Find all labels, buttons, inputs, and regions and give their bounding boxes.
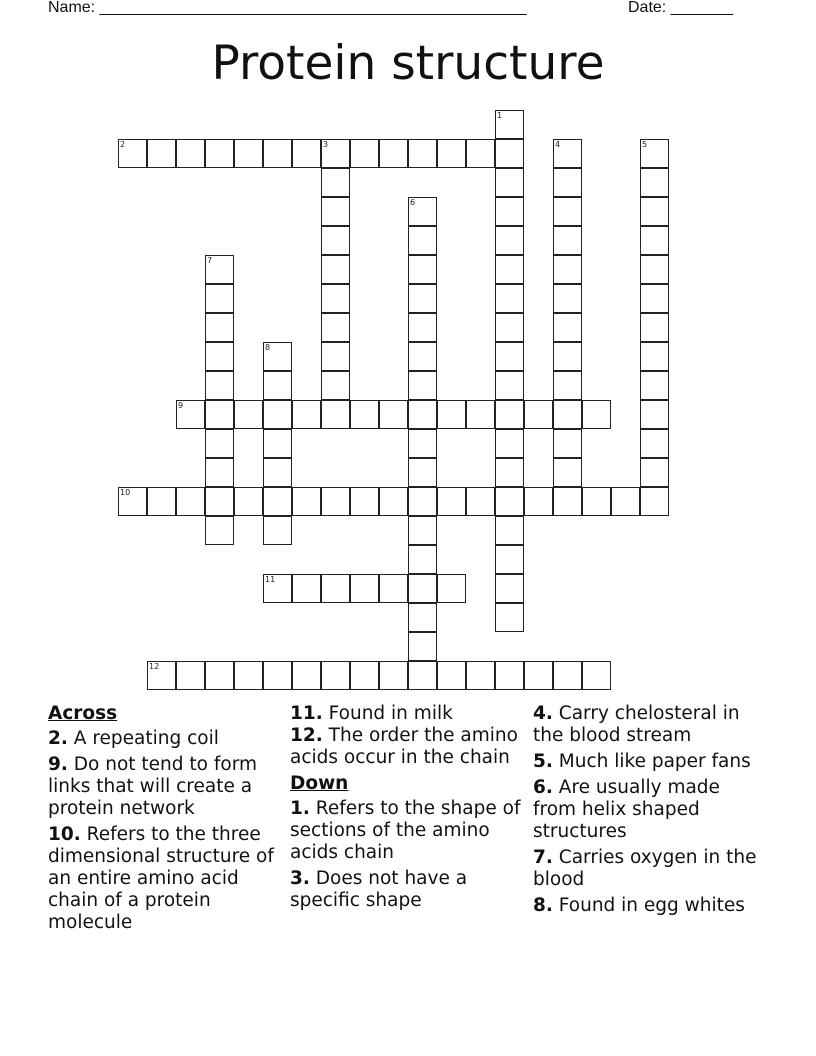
cell-number: 3 — [323, 140, 329, 149]
grid-cell[interactable] — [263, 429, 292, 458]
grid-cell[interactable] — [263, 371, 292, 400]
grid-cell[interactable] — [234, 487, 263, 516]
grid-cell[interactable] — [321, 226, 350, 255]
grid-cell[interactable] — [640, 197, 669, 226]
grid-cell[interactable] — [611, 487, 640, 516]
grid-cell[interactable] — [408, 313, 437, 342]
clue-down-4: 4. Carry chelosteral in the blood stream — [533, 703, 740, 746]
grid-cell[interactable] — [524, 661, 553, 690]
header — [48, 0, 748, 22]
grid-cell[interactable] — [379, 139, 408, 168]
cell-number: 1 — [497, 111, 503, 120]
grid-cell[interactable] — [466, 139, 495, 168]
grid-cell[interactable] — [495, 661, 524, 690]
grid-cell[interactable] — [379, 661, 408, 690]
grid-cell[interactable] — [379, 400, 408, 429]
grid-cell[interactable] — [466, 661, 495, 690]
grid-cell[interactable] — [205, 139, 234, 168]
grid-cell[interactable] — [495, 487, 524, 516]
grid-cell[interactable] — [205, 429, 234, 458]
grid-cell[interactable] — [553, 255, 582, 284]
cell-number: 6 — [410, 198, 416, 207]
grid-cell[interactable] — [437, 487, 466, 516]
grid-cell[interactable] — [524, 487, 553, 516]
grid-cell[interactable] — [321, 400, 350, 429]
page-title: Protein structure — [211, 36, 605, 91]
grid-cell[interactable] — [147, 487, 176, 516]
grid-cell[interactable] — [495, 516, 524, 545]
grid-cell[interactable] — [205, 487, 234, 516]
grid-cell[interactable] — [147, 139, 176, 168]
grid-cell[interactable] — [205, 313, 234, 342]
grid-cell[interactable] — [495, 371, 524, 400]
grid-cell[interactable] — [205, 342, 234, 371]
grid-cell[interactable] — [553, 661, 582, 690]
grid-cell[interactable] — [408, 487, 437, 516]
clue-across-12: 12. The order the amino acids occur in the chain — [290, 725, 518, 768]
grid-cell[interactable] — [234, 139, 263, 168]
grid-cell[interactable] — [640, 371, 669, 400]
grid-cell[interactable] — [176, 400, 205, 429]
grid-cell[interactable] — [321, 139, 350, 168]
grid-cell[interactable] — [553, 371, 582, 400]
grid-cell[interactable] — [408, 603, 437, 632]
grid-cell[interactable] — [321, 574, 350, 603]
grid-cell[interactable] — [350, 487, 379, 516]
grid-cell[interactable] — [582, 661, 611, 690]
grid-cell[interactable] — [118, 139, 147, 168]
grid-cell[interactable] — [321, 661, 350, 690]
grid-cell[interactable] — [408, 342, 437, 371]
grid-cell[interactable] — [408, 226, 437, 255]
grid-cell[interactable] — [640, 458, 669, 487]
grid-cell[interactable] — [553, 487, 582, 516]
grid-cell[interactable] — [263, 458, 292, 487]
grid-cell[interactable] — [263, 400, 292, 429]
grid-cell[interactable] — [263, 487, 292, 516]
name-field-label: Name: ________________________________________________ — [48, 0, 527, 16]
clue-down-7: 7. Carries oxygen in the blood — [533, 847, 757, 890]
grid-cell[interactable] — [408, 139, 437, 168]
grid-cell[interactable] — [495, 110, 524, 139]
clue-down-8: 8. Found in egg whites — [533, 895, 745, 916]
clue-across-10: 10. Refers to the three dimensional structure of an entire amino acid chain of a protein molecule — [48, 824, 274, 933]
grid-cell[interactable] — [495, 197, 524, 226]
grid-cell[interactable] — [582, 487, 611, 516]
grid-cell[interactable] — [147, 661, 176, 690]
grid-cell[interactable] — [495, 429, 524, 458]
grid-cell[interactable] — [553, 429, 582, 458]
grid-cell[interactable] — [437, 661, 466, 690]
grid-cell[interactable] — [553, 284, 582, 313]
grid-cell[interactable] — [176, 139, 205, 168]
grid-cell[interactable] — [495, 313, 524, 342]
grid-cell[interactable] — [437, 400, 466, 429]
grid-cell[interactable] — [640, 313, 669, 342]
grid-cell[interactable] — [640, 429, 669, 458]
grid-cell[interactable] — [350, 400, 379, 429]
clue-down-6: 6. Are usually made from helix shaped structures — [533, 777, 720, 842]
down-heading: Down — [290, 773, 349, 794]
grid-cell[interactable] — [408, 429, 437, 458]
clue-across-11: 11. Found in milk — [290, 703, 453, 724]
clue-down-3: 3. Does not have a specific shape — [290, 868, 468, 911]
grid-cell[interactable] — [205, 516, 234, 545]
cell-number: 5 — [642, 140, 648, 149]
grid-cell[interactable] — [321, 255, 350, 284]
grid-cell[interactable] — [263, 342, 292, 371]
grid-cell[interactable] — [321, 197, 350, 226]
grid-cell[interactable] — [553, 400, 582, 429]
grid-cell[interactable] — [350, 139, 379, 168]
grid-cell[interactable] — [495, 574, 524, 603]
date-field-label: Date: _______ — [628, 0, 733, 16]
grid-cell[interactable] — [553, 458, 582, 487]
grid-cell[interactable] — [582, 400, 611, 429]
grid-cell[interactable] — [350, 574, 379, 603]
cell-number: 8 — [265, 343, 271, 352]
cell-number: 4 — [555, 140, 561, 149]
grid-cell[interactable] — [408, 458, 437, 487]
grid-cell[interactable] — [321, 487, 350, 516]
clue-down-1: 1. Refers to the shape of sections of the amino acids chain — [290, 798, 521, 863]
cell-number: 10 — [120, 488, 131, 497]
grid-cell[interactable] — [321, 284, 350, 313]
grid-cell[interactable] — [553, 139, 582, 168]
grid-cell[interactable] — [408, 661, 437, 690]
cell-number: 12 — [149, 662, 160, 671]
grid-cell[interactable] — [495, 342, 524, 371]
grid-cell[interactable] — [263, 661, 292, 690]
clue-across-2: 2. A repeating coil — [48, 728, 219, 749]
grid-cell[interactable] — [118, 487, 147, 516]
grid-cell[interactable] — [524, 400, 553, 429]
grid-cell[interactable] — [292, 661, 321, 690]
grid-cell[interactable] — [553, 342, 582, 371]
grid-cell[interactable] — [466, 487, 495, 516]
grid-cell[interactable] — [640, 168, 669, 197]
grid-cell[interactable] — [205, 371, 234, 400]
grid-cell[interactable] — [205, 458, 234, 487]
grid-cell[interactable] — [379, 574, 408, 603]
grid-cell[interactable] — [321, 342, 350, 371]
grid-cell[interactable] — [640, 226, 669, 255]
grid-cell[interactable] — [292, 574, 321, 603]
cell-number: 2 — [120, 140, 126, 149]
grid-cell[interactable] — [640, 400, 669, 429]
grid-cell[interactable] — [640, 255, 669, 284]
grid-cell[interactable] — [408, 574, 437, 603]
grid-cell[interactable] — [321, 371, 350, 400]
grid-cell[interactable] — [205, 255, 234, 284]
grid-cell[interactable] — [408, 632, 437, 661]
clues-column-2 — [290, 703, 525, 916]
clue-across-9: 9. Do not tend to form links that will create a protein network — [48, 754, 257, 819]
across-heading: Across — [48, 703, 118, 724]
grid-cell[interactable] — [205, 284, 234, 313]
grid-cell[interactable] — [553, 197, 582, 226]
grid-cell[interactable] — [321, 168, 350, 197]
clues-column-1 — [48, 703, 283, 938]
grid-cell[interactable] — [205, 661, 234, 690]
grid-cell[interactable] — [466, 400, 495, 429]
cell-number: 9 — [178, 401, 184, 410]
grid-cell[interactable] — [234, 400, 263, 429]
grid-cell[interactable] — [553, 313, 582, 342]
grid-cell[interactable] — [408, 400, 437, 429]
grid-cell[interactable] — [350, 661, 379, 690]
grid-cell[interactable] — [408, 371, 437, 400]
grid-cell[interactable] — [176, 487, 205, 516]
grid-cell[interactable] — [263, 574, 292, 603]
grid-cell[interactable] — [640, 342, 669, 371]
grid-cell[interactable] — [205, 400, 234, 429]
grid-cell[interactable] — [495, 545, 524, 574]
grid-cell[interactable] — [640, 487, 669, 516]
cell-number: 11 — [265, 575, 276, 584]
grid-cell[interactable] — [263, 139, 292, 168]
grid-cell[interactable] — [437, 574, 466, 603]
grid-cell[interactable] — [408, 545, 437, 574]
grid-cell[interactable] — [495, 284, 524, 313]
cell-number: 7 — [207, 256, 213, 265]
grid-cell[interactable] — [495, 400, 524, 429]
grid-cell[interactable] — [495, 139, 524, 168]
grid-cell[interactable] — [495, 255, 524, 284]
clues-column-3 — [533, 703, 768, 921]
grid-cell[interactable] — [495, 603, 524, 632]
grid-cell[interactable] — [495, 226, 524, 255]
clue-down-5: 5. Much like paper fans — [533, 751, 751, 772]
grid-cell[interactable] — [408, 516, 437, 545]
grid-cell[interactable] — [553, 226, 582, 255]
grid-cell[interactable] — [495, 168, 524, 197]
grid-cell[interactable] — [495, 458, 524, 487]
grid-cell[interactable] — [292, 487, 321, 516]
grid-cell[interactable] — [437, 139, 466, 168]
grid-cell[interactable] — [408, 284, 437, 313]
grid-cell[interactable] — [640, 284, 669, 313]
grid-cell[interactable] — [321, 313, 350, 342]
grid-cell[interactable] — [553, 168, 582, 197]
grid-cell[interactable] — [379, 487, 408, 516]
grid-cell[interactable] — [408, 255, 437, 284]
grid-cell[interactable] — [292, 400, 321, 429]
grid-cell[interactable] — [263, 516, 292, 545]
grid-cell[interactable] — [292, 139, 321, 168]
grid-cell[interactable] — [640, 139, 669, 168]
grid-cell[interactable] — [234, 661, 263, 690]
grid-cell[interactable] — [176, 661, 205, 690]
grid-cell[interactable] — [408, 197, 437, 226]
